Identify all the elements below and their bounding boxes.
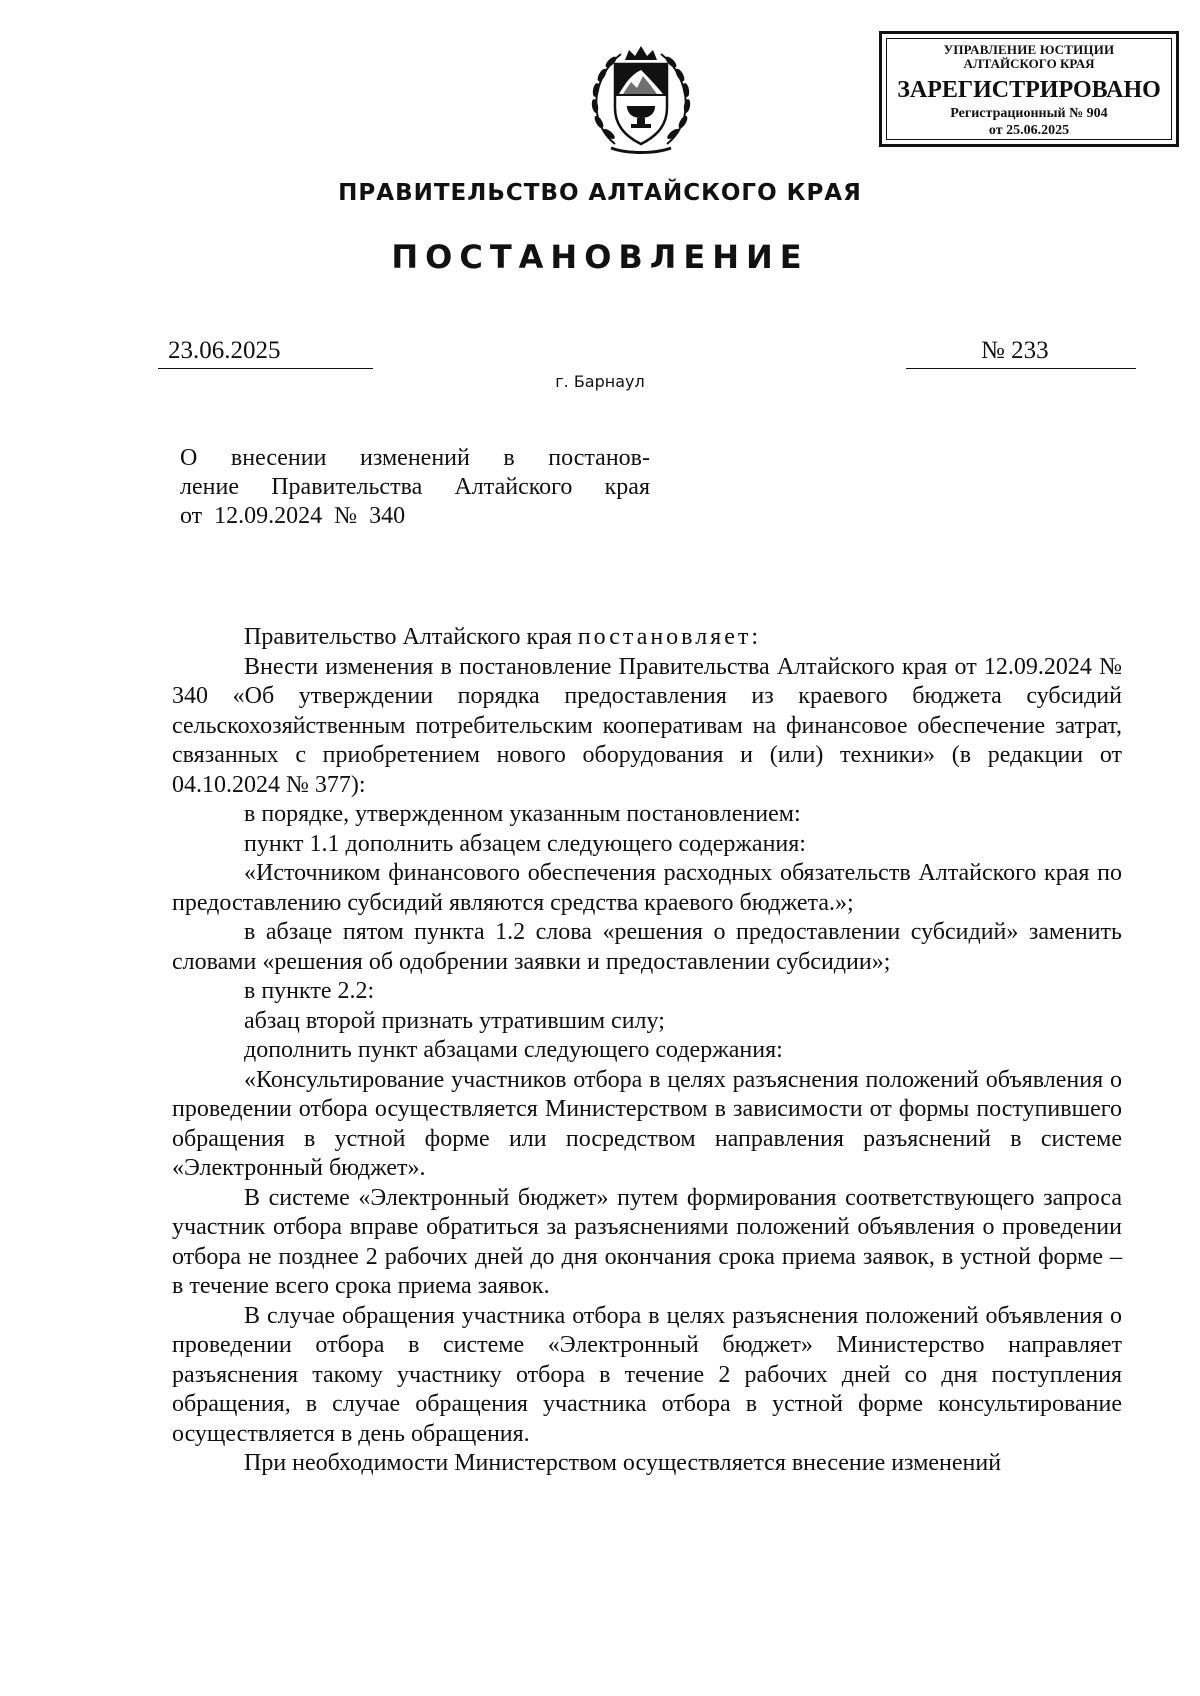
body-paragraph: «Источником финансового обеспечения расходных обязательств Алтайского края по предоставлению субсидий являются средства краевого бюджета.»; (172, 860, 1122, 916)
resolves-lead: Правительство Алтайского края (244, 624, 578, 650)
registration-stamp (879, 31, 1179, 147)
body-paragraph: «Консультирование участников отбора в целях разъяснения положений объявления о проведении отбора осуществляется Министерством в зависимости от формы поступившего обращения в устной форме или посредством направления разъяснений в системе «Электронный бюджет». (172, 1066, 1122, 1181)
stamp-status: ЗАРЕГИСТРИРОВАНО (897, 77, 1161, 103)
stamp-authority-line1: УПРАВЛЕНИЕ ЮСТИЦИИ (943, 42, 1115, 57)
body-paragraph: в порядке, утвержденном указанным постановлением: (244, 801, 801, 827)
coat-of-arms-icon (581, 40, 701, 160)
body-paragraph: В случае обращения участника отбора в целях разъяснения положений объявления о проведении отбора в системе «Электронный бюджет» Министерство направляет разъяснения такому участнику отбора в течение 2 рабочих дней со дня поступления обращения, в случае обращения участника отбора в устной форме консультирование осуществляется в день обращения. (172, 1302, 1122, 1447)
body-paragraph: Внести изменения в постановление Правительства Алтайского края от 12.09.2024 № 340 «Об утверждении порядка предоставления из краевого бюджета субсидий сельскохозяйственным потребительским кооперативам на финансовое обеспечение затрат, связанных с приобретением нового оборудования и (или) техники» (в редакции от 04.10.2024 № 377): (172, 653, 1122, 798)
subject-line: от 12.09.2024 № 340 (180, 503, 406, 529)
body-paragraph: пункт 1.1 дополнить абзацем следующего содержания: (244, 830, 806, 857)
body-paragraph: в пункте 2.2: (244, 978, 375, 1004)
stamp-authority-line2: АЛТАЙСКОГО КРАЯ (963, 56, 1095, 71)
resolves-word: постановляет: (577, 624, 762, 650)
government-title: ПРАВИТЕЛЬСТВО АЛТАЙСКОГО КРАЯ (338, 180, 862, 206)
document-type: ПОСТАНОВЛЕНИЕ (391, 238, 809, 276)
document-date: 23.06.2025 (168, 337, 281, 364)
body-paragraph: В системе «Электронный бюджет» путем формирования соответствующего запроса участник отбора вправе обратиться за разъяснениями положений объявления о проведении отбора не позднее 2 рабочих дней до дня окончания срока приема заявок, в устной форме – в течение всего срока приема заявок. (172, 1184, 1122, 1299)
document-number: № 233 (981, 337, 1049, 364)
document-subject (180, 444, 650, 531)
document-body (172, 623, 1122, 1479)
stamp-reg-date: от 25.06.2025 (988, 123, 1070, 138)
stamp-reg-number: Регистрационный № 904 (950, 106, 1108, 121)
body-paragraph (172, 623, 1122, 653)
body-paragraph: дополнить пункт абзацами следующего содержания: (244, 1037, 783, 1063)
date-underline (158, 368, 373, 369)
document-city: г. Барнаул (555, 372, 645, 391)
body-paragraph: абзац второй признать утратившим силу; (244, 1007, 665, 1034)
body-paragraph: При необходимости Министерством осуществляется внесение изменений (244, 1450, 1002, 1476)
number-underline (906, 368, 1136, 369)
subject-line: О внесении изменений в постанов- (180, 445, 650, 471)
subject-line: ление Правительства Алтайского края (180, 474, 650, 500)
body-paragraph: в абзаце пятом пункта 1.2 слова «решения о предоставлении субсидий» заменить словами «решения об одобрении заявки и предоставлении субсидии»; (172, 919, 1122, 975)
